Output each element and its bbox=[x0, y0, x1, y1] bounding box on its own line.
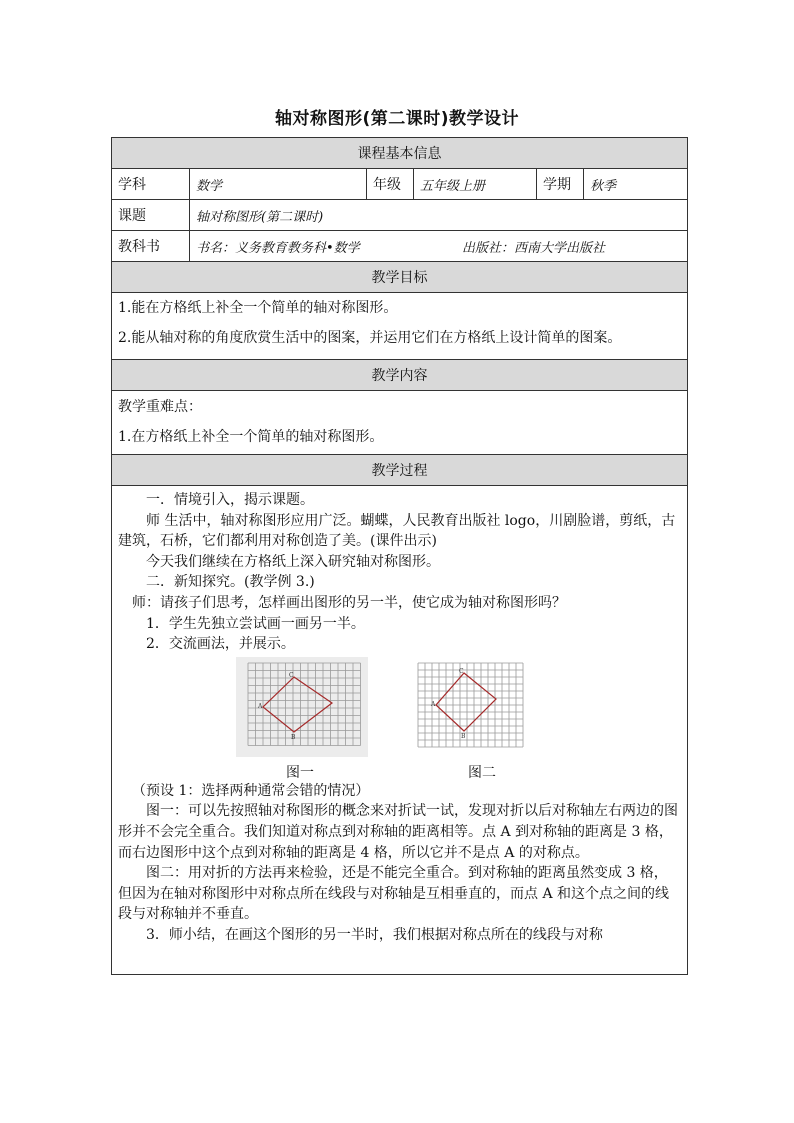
point-label-c: C bbox=[289, 671, 294, 679]
content-cell bbox=[112, 391, 688, 455]
section-header-process: 教学过程 bbox=[112, 455, 688, 486]
process-paragraph: 一．情境引入，揭示课题。 bbox=[146, 492, 314, 508]
process-paragraph: 二．新知探究。(教学例 3.) bbox=[146, 574, 315, 591]
figures-row bbox=[118, 657, 681, 781]
key-point-label: 教学重难点： bbox=[118, 399, 202, 415]
process-paragraph: 2．交流画法，并展示。 bbox=[146, 636, 295, 653]
term-value: 秋季 bbox=[584, 169, 688, 200]
process-paragraph: 1．学生先独立尝试画一画另一半。 bbox=[146, 615, 365, 632]
goals-cell bbox=[112, 293, 688, 360]
point-label-a: A bbox=[431, 700, 436, 708]
section-header-content: 教学内容 bbox=[112, 360, 688, 391]
key-point: 1.在方格纸上补全一个简单的轴对称图形。 bbox=[118, 429, 384, 445]
term-label: 学期 bbox=[537, 169, 584, 200]
figure-one-grid bbox=[236, 657, 368, 757]
subject-value: 数学 bbox=[190, 169, 367, 200]
topic-value: 轴对称图形(第二课时) bbox=[190, 200, 688, 231]
process-paragraph: 图一：可以先按照轴对称图形的概念来对折试一试，发现对折以后对称轴左右两边的图形并不会完全重合。我们知道对称点到对称轴的距离相等。点 A 到对称轴的距离是 3 格，而右边图形中这个点到对称轴的距离是 4 格，所以它并不是点 A 的对称点。 bbox=[118, 803, 678, 861]
process-paragraph: 师 生活中，轴对称图形应用广泛。蝴蝶，人民教育出版社 logo，川剧脸谱，剪纸，古建筑，石桥，它们都利用对称创造了美。(课件出示) bbox=[118, 512, 676, 550]
subject-label: 学科 bbox=[112, 169, 190, 200]
point-label-b: B bbox=[461, 732, 466, 740]
point-label-a: A bbox=[258, 702, 263, 710]
topic-label: 课题 bbox=[112, 200, 190, 231]
point-label-c: C bbox=[459, 667, 464, 675]
figure-one-caption: 图一 bbox=[286, 764, 314, 781]
section-header-goals: 教学目标 bbox=[112, 262, 688, 293]
textbook-value bbox=[190, 231, 688, 262]
goal-item: 2.能从轴对称的角度欣赏生活中的图案，并运用它们在方格纸上设计简单的图案。 bbox=[118, 330, 622, 346]
figure-two-grid bbox=[412, 657, 530, 753]
process-paragraph: 3．师小结，在画这个图形的另一半时，我们根据对称点所在的线段与对称 bbox=[146, 926, 603, 943]
process-cell bbox=[112, 486, 688, 975]
process-paragraph: 图二：用对折的方法再来检验，还是不能完全重合。到对称轴的距离虽然变成 3 格，但因为在轴对称图形中对称点所在线段与对称轴是互相垂直的，而点 A 和这个点之间的线段与对称轴并不垂直。 bbox=[118, 865, 670, 923]
grade-label: 年级 bbox=[367, 169, 414, 200]
book-name: 书名：义务教育教务科•数学 bbox=[196, 240, 360, 256]
textbook-label: 教科书 bbox=[112, 231, 190, 262]
publisher: 出版社：西南大学出版社 bbox=[462, 240, 606, 256]
section-header-basic-info: 课程基本信息 bbox=[112, 138, 688, 169]
grade-value: 五年级上册 bbox=[414, 169, 537, 200]
lesson-plan-table bbox=[111, 137, 688, 975]
process-paragraph: 师：请孩子们思考，怎样画出图形的另一半，使它成为轴对称图形吗？ bbox=[132, 594, 566, 611]
goal-item: 1.能在方格纸上补全一个简单的轴对称图形。 bbox=[118, 300, 398, 316]
figure-two-caption: 图二 bbox=[468, 764, 496, 781]
process-paragraph: （预设 1：选择两种通常会错的情况） bbox=[132, 782, 370, 799]
point-label-b: B bbox=[291, 733, 296, 741]
process-paragraph: 今天我们继续在方格纸上深入研究轴对称图形。 bbox=[146, 553, 440, 570]
document-title: 轴对称图形(第二课时)教学设计 bbox=[274, 109, 520, 129]
